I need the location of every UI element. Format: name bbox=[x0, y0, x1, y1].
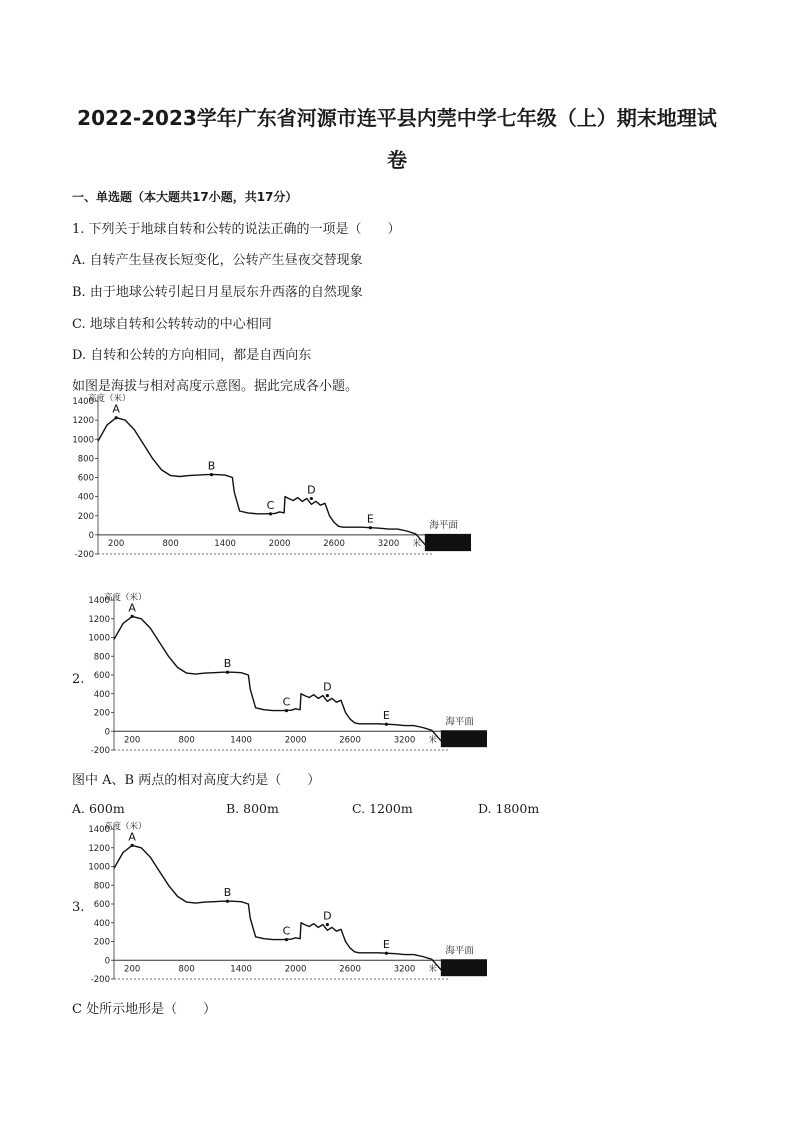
point-b-marker bbox=[226, 900, 229, 903]
x-tick-label: 2000 bbox=[284, 735, 307, 746]
terrain-profile-line bbox=[114, 616, 450, 745]
y-tick-label: 800 bbox=[77, 454, 94, 465]
x-tick-label: 3200 bbox=[393, 964, 416, 975]
point-c-marker bbox=[269, 512, 272, 515]
point-d-marker bbox=[326, 694, 329, 697]
y-tick-label: 1000 bbox=[88, 633, 110, 644]
x-tick-label: 800 bbox=[178, 964, 195, 975]
q1-option-b: B. 由于地球公转引起日月星辰东升西落的自然现象 bbox=[72, 285, 363, 300]
y-tick-label: 0 bbox=[88, 530, 94, 541]
point-d-label: D bbox=[323, 680, 332, 694]
x-tick-label: 200 bbox=[124, 735, 141, 746]
y-tick-label: 200 bbox=[93, 937, 110, 948]
x-tick-label: 800 bbox=[178, 735, 195, 746]
y-tick-label: -200 bbox=[74, 550, 94, 560]
y-tick-label: 400 bbox=[93, 689, 110, 700]
point-d-marker bbox=[326, 923, 329, 926]
x-tick-label: 200 bbox=[124, 964, 141, 975]
y-tick-label: 800 bbox=[93, 652, 110, 663]
y-tick-label: 1200 bbox=[72, 416, 94, 427]
y-tick-label: 0 bbox=[104, 956, 110, 967]
x-tick-label: 2600 bbox=[323, 538, 345, 549]
q3-number: 3. bbox=[72, 900, 85, 915]
y-tick-label: 800 bbox=[93, 881, 110, 892]
elevation-chart-3 bbox=[86, 822, 474, 991]
point-e-label: E bbox=[382, 709, 390, 723]
y-tick-label: -200 bbox=[90, 975, 110, 985]
point-a-marker bbox=[115, 416, 118, 419]
x-tick-label: 2000 bbox=[268, 538, 291, 549]
elevation-chart-2 bbox=[86, 593, 474, 762]
x-unit-label: 米 bbox=[412, 538, 422, 549]
y-tick-label: 1000 bbox=[88, 862, 110, 873]
intro-text: 如图是海拔与相对高度示意图。据此完成各小题。 bbox=[72, 379, 359, 394]
q2-option-c: C. 1200m bbox=[352, 801, 413, 816]
point-e-marker bbox=[369, 526, 372, 529]
point-b-label: B bbox=[207, 459, 216, 473]
q3-stem: C 处所示地形是（ ） bbox=[72, 1002, 217, 1017]
point-a-marker bbox=[131, 615, 134, 618]
x-tick-label: 1400 bbox=[230, 964, 252, 975]
sea-level-label: 海平面 bbox=[429, 520, 458, 532]
point-a-marker bbox=[131, 844, 134, 847]
elevation-chart-1 bbox=[70, 394, 458, 565]
y-tick-label: 600 bbox=[93, 671, 110, 681]
point-e-marker bbox=[385, 952, 388, 955]
point-d-label: D bbox=[307, 483, 316, 497]
point-c-label: C bbox=[282, 695, 291, 709]
y-axis-label: 高度（米） bbox=[104, 822, 147, 832]
x-unit-label: 米 bbox=[428, 964, 438, 975]
point-a-label: A bbox=[128, 601, 136, 615]
point-e-label: E bbox=[366, 512, 374, 526]
y-tick-label: 1200 bbox=[88, 843, 110, 854]
y-tick-label: 400 bbox=[77, 492, 94, 503]
x-unit-label: 米 bbox=[428, 735, 438, 746]
point-e-marker bbox=[385, 723, 388, 726]
y-tick-label: 600 bbox=[77, 473, 94, 484]
q1-option-d: D. 自转和公转的方向相同，都是自西向东 bbox=[72, 348, 312, 363]
point-d-label: D bbox=[323, 909, 332, 923]
y-tick-label: 1000 bbox=[72, 435, 94, 446]
terrain-profile-line bbox=[98, 418, 434, 550]
point-b-marker bbox=[226, 671, 229, 674]
point-c-label: C bbox=[266, 498, 275, 512]
point-b-marker bbox=[210, 473, 213, 476]
x-tick-label: 2600 bbox=[339, 964, 361, 975]
q1-stem: 1. 下列关于地球自转和公转的说法正确的一项是（ ） bbox=[72, 222, 401, 237]
sea-level-label: 海平面 bbox=[445, 945, 474, 957]
sea-level-label: 海平面 bbox=[445, 716, 474, 728]
q2-option-d: D. 1800m bbox=[478, 801, 540, 816]
terrain-profile-line bbox=[114, 845, 450, 974]
y-tick-label: 1400 bbox=[88, 825, 110, 835]
y-tick-label: 1400 bbox=[72, 397, 94, 407]
y-axis-label: 高度（米） bbox=[104, 593, 147, 603]
y-tick-label: 200 bbox=[77, 511, 94, 522]
q2-number: 2. bbox=[72, 672, 85, 687]
q1-option-c: C. 地球自转和公转转动的中心相同 bbox=[72, 317, 272, 332]
exam-title-line-2: 卷 bbox=[387, 148, 407, 172]
point-c-label: C bbox=[282, 924, 291, 938]
point-c-marker bbox=[285, 938, 288, 941]
q2-option-b: B. 800m bbox=[226, 801, 279, 816]
q2-option-a: A. 600m bbox=[72, 801, 125, 816]
y-tick-label: -200 bbox=[90, 746, 110, 756]
y-axis-label: 高度（米） bbox=[88, 394, 131, 404]
point-e-label: E bbox=[382, 938, 390, 952]
section-heading: 一、单选题（本大题共17小题，共17分） bbox=[72, 190, 298, 204]
y-tick-label: 0 bbox=[104, 727, 110, 738]
y-tick-label: 400 bbox=[93, 918, 110, 929]
x-tick-label: 1400 bbox=[214, 538, 236, 549]
point-b-label: B bbox=[223, 886, 232, 900]
point-a-label: A bbox=[112, 402, 120, 416]
q2-stem: 图中 A、B 两点的相对高度大约是（ ） bbox=[72, 773, 321, 788]
point-a-label: A bbox=[128, 830, 136, 844]
q1-option-a: A. 自转产生昼夜长短变化，公转产生昼夜交替现象 bbox=[72, 253, 363, 268]
x-tick-label: 3200 bbox=[393, 735, 416, 746]
y-tick-label: 1400 bbox=[88, 596, 110, 606]
y-tick-label: 200 bbox=[93, 708, 110, 719]
x-tick-label: 2000 bbox=[284, 964, 307, 975]
x-tick-label: 800 bbox=[162, 538, 179, 549]
y-tick-label: 600 bbox=[93, 900, 110, 910]
point-d-marker bbox=[310, 497, 313, 500]
y-tick-label: 1200 bbox=[88, 614, 110, 625]
x-tick-label: 1400 bbox=[230, 735, 252, 746]
point-b-label: B bbox=[223, 657, 232, 671]
x-tick-label: 2600 bbox=[339, 735, 361, 746]
x-tick-label: 3200 bbox=[377, 538, 400, 549]
x-tick-label: 200 bbox=[108, 538, 125, 549]
point-c-marker bbox=[285, 709, 288, 712]
exam-title-line-1: 2022-2023学年广东省河源市连平县内莞中学七年级（上）期末地理试 bbox=[77, 106, 717, 130]
